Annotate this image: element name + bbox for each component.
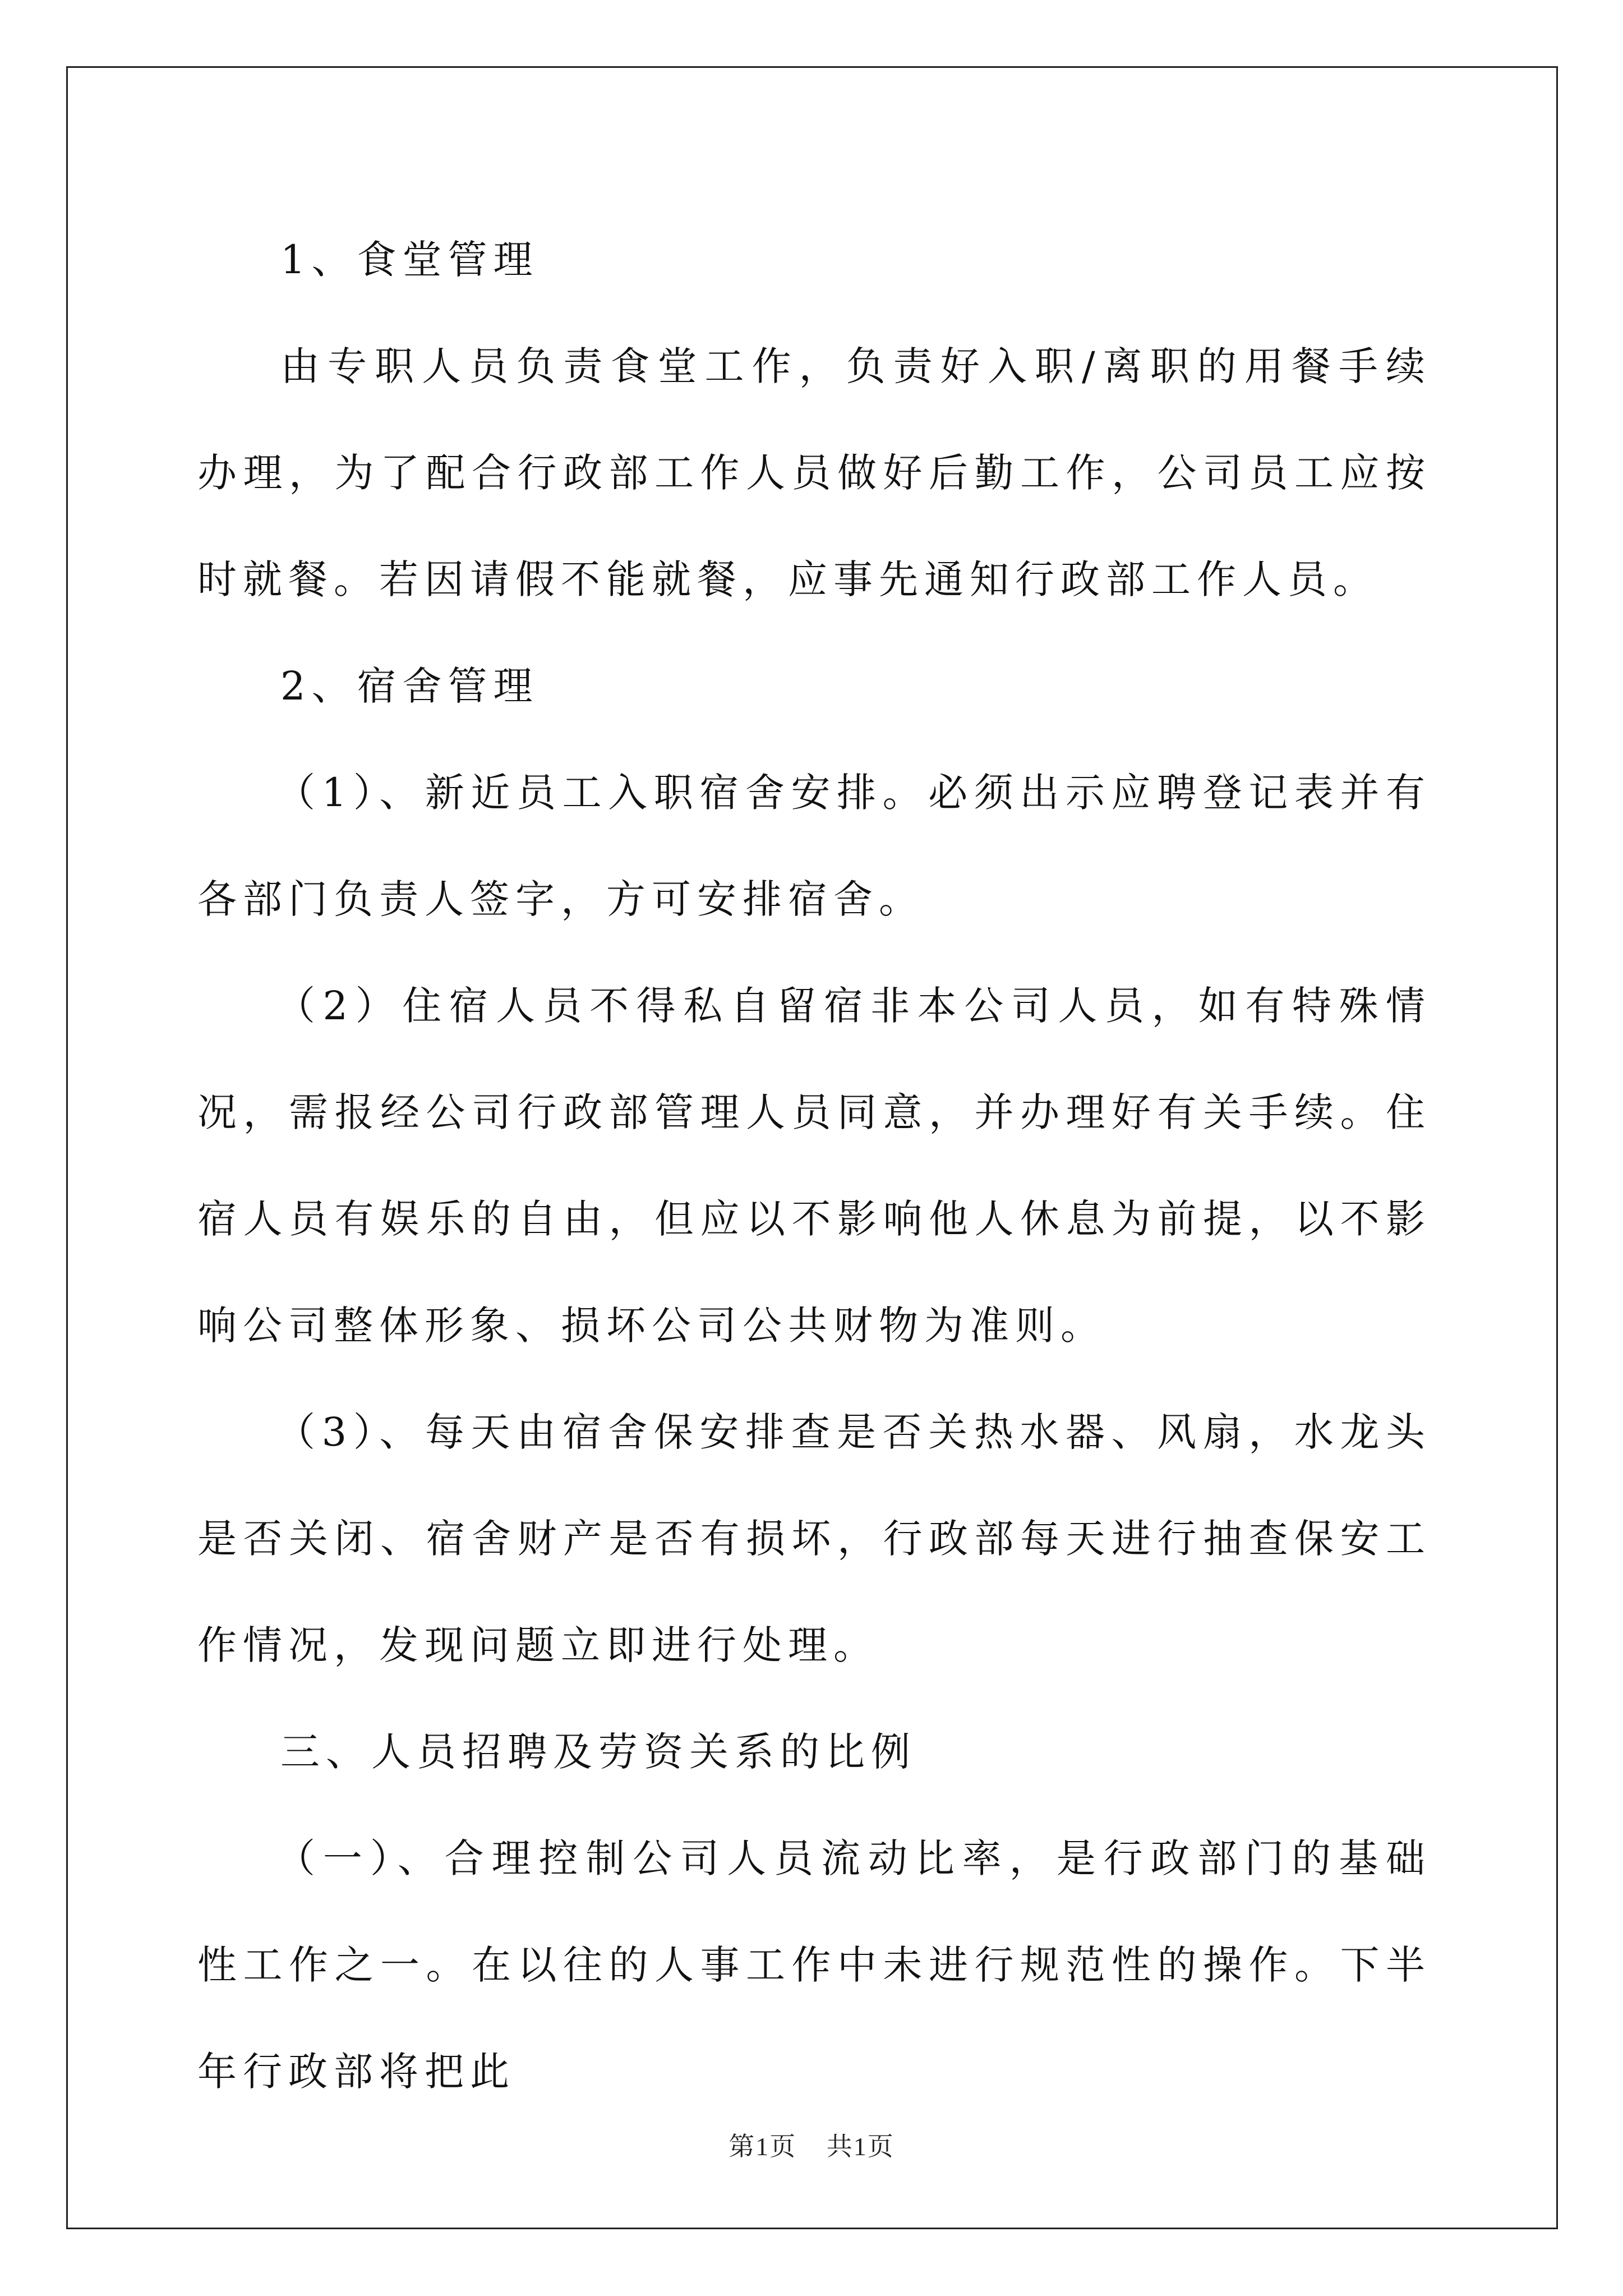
page-total: 共1页 (826, 2132, 895, 2161)
paragraph-canteen: 由专职人员负责食堂工作，负责好入职/离职的用餐手续办理，为了配合行政部工作人员做好后勤工作，公司员工应按时就餐。若因请假不能就餐，应事先通知行政部工作人员。 (197, 343, 1431, 602)
document-body (197, 206, 1431, 2125)
paragraph-dormitory-2: （2）住宿人员不得私自留宿非本公司人员，如有特殊情况，需报经公司行政部管理人员同意，并办理好有关手续。住宿人员有娱乐的自由，但应以不影响他人休息为前提，以不影响公司整体形象、损坏公司公共财物为准则。 (197, 983, 1431, 1349)
paragraph-recruitment-1: （一）、合理控制公司人员流动比率，是行政部门的基础性工作之一。在以往的人事工作中未进行规范性的操作。下半年行政部将把此 (197, 1835, 1431, 2095)
section-heading-canteen: 1、食堂管理 (280, 237, 539, 283)
paragraph-dormitory-1: （1）、新近员工入职宿舍安排。必须出示应聘登记表并有各部门负责人签字，方可安排宿舍。 (197, 770, 1431, 922)
paragraph-dormitory-3: （3）、每天由宿舍保安排查是否关热水器、风扇，水龙头是否关闭、宿舍财产是否有损坏，行政部每天进行抽查保安工作情况，发现问题立即进行处理。 (197, 1409, 1431, 1668)
section-heading-dormitory: 2、宿舍管理 (280, 663, 539, 709)
section-heading-recruitment: 三、人员招聘及劳资关系的比例 (280, 1729, 916, 1775)
page-footer (0, 2126, 1623, 2163)
page-number: 第1页 (728, 2132, 797, 2161)
